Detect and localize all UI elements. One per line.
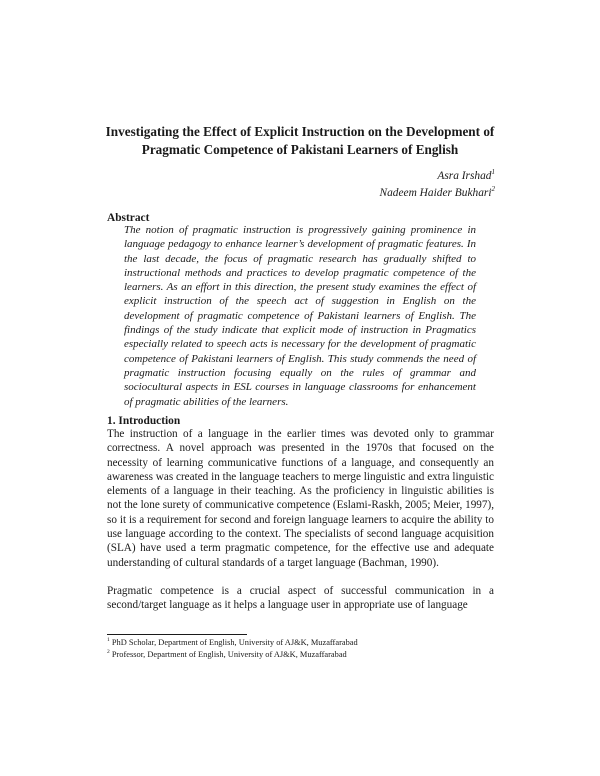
introduction-heading: 1. Introduction: [107, 415, 181, 427]
introduction-body: [107, 427, 494, 627]
author-footnote-mark: 2: [491, 185, 495, 194]
body-paragraph: Pragmatic competence is a crucial aspect of successful communication in a second/target language as it helps a language user in appropriate use of language: [107, 584, 494, 612]
footnote-mark: 2: [107, 648, 110, 655]
footnote: [107, 637, 497, 649]
footnote-divider: [107, 634, 247, 635]
author-name: Nadeem Haider Bukhari: [379, 187, 492, 199]
paper-title: Investigating the Effect of Explicit Instruction on the Development of Pragmatic Competence of Pakistani Learners of English: [105, 124, 495, 157]
abstract-heading: Abstract: [107, 212, 150, 224]
footnote-text: PhD Scholar, Department of English, University of AJ&K, Muzaffarabad: [111, 638, 358, 647]
abstract-body: The notion of pragmatic instruction is progressively gaining prominence in language pedagogy to enhance learner’s development of pragmatic features. In the last decade, the focus of pragmatic research has gradually shifted to instructional methods and practices to develop pragmatic competence of the learners. As an effort in this direction, the present study examines the effect of explicit instruction of the speech act of suggestion in English on the development of pragmatic competence of Pakistani learners of English. The findings of the study indicate that explicit mode of instruction in Pragmatics especially related to speech acts is necessary for the development of pragmatic competence of Pakistani learners of English. This study commends the need of pragmatic instruction focusing equally on the rules of grammar and sociocultural aspects in ESL courses in language classrooms for enhancement of pragmatic abilities of the learners.: [124, 224, 476, 408]
author-entry: [380, 168, 496, 185]
footnote-text: Professor, Department of English, University of AJ&K, Muzaffarabad: [111, 649, 347, 659]
footnotes: [107, 637, 497, 660]
footnote: [107, 649, 497, 661]
author-footnote-mark: 1: [491, 168, 495, 177]
footnote-mark: 1: [107, 637, 110, 644]
author-entry: [380, 185, 496, 202]
author-list: [380, 168, 496, 202]
author-name: Asra Irshad: [437, 170, 492, 182]
body-paragraph: The instruction of a language in the earlier times was devoted only to grammar correctness. A novel approach was presented in the 1970s that focused on the necessity of learning communicative functions of a language, and consequently an awareness was created in the language teachers to merge linguistic and extra linguistic elements of a language in their teaching. As the proficiency in linguistic abilities is not the lone surety of communicative competence (Eslami-Raskh, 2005; Meier, 1997), so it is a requirement for second and foreign language learners to acquire the ability to use language according to the context. The specialists of second language acquisition (SLA) have used a term pragmatic competence, for the effective use and adequate understanding of cultural standards of a target language (Bachman, 1990).: [107, 428, 494, 569]
